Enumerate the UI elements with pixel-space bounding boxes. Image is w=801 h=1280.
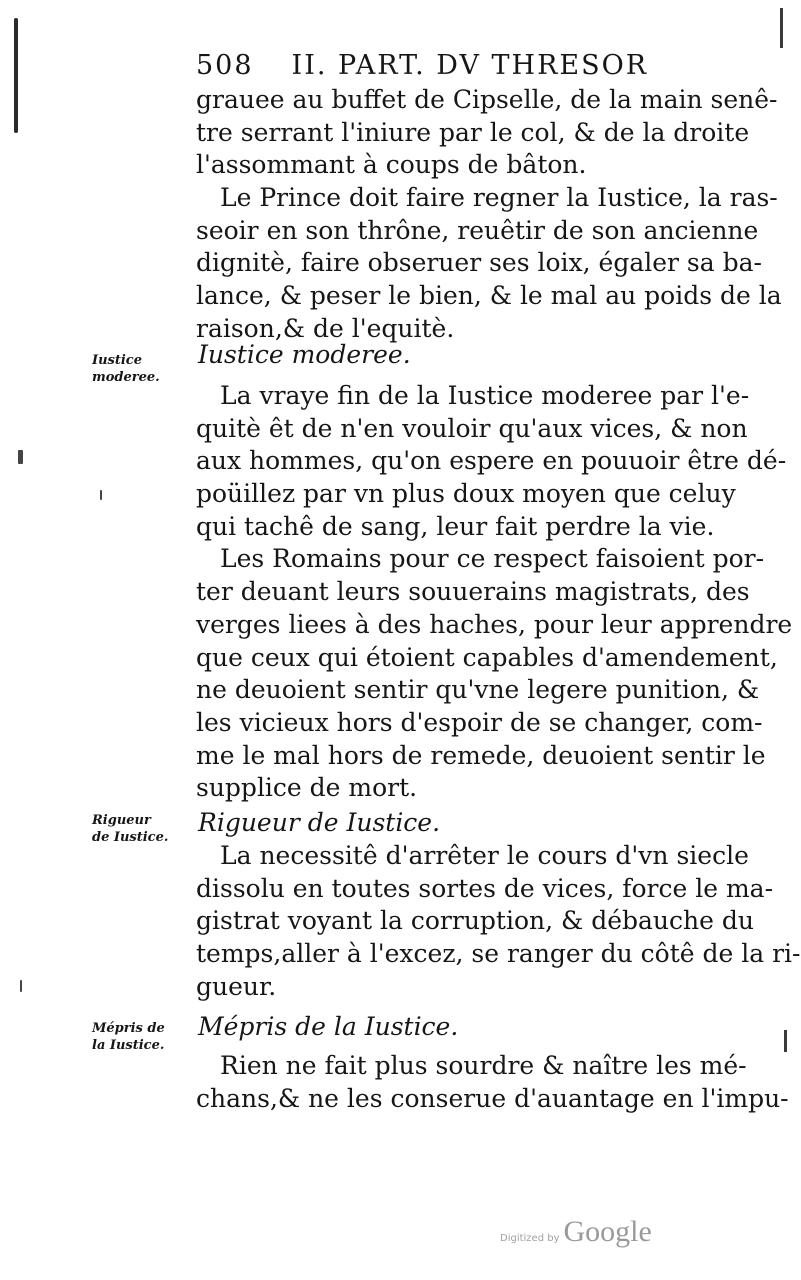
margin-note-line: de Iustice. xyxy=(92,830,169,845)
text-line: ne deuoient sentir qu'vne legere punition, & xyxy=(196,675,760,705)
text-line: La vraye fin de la Iustice moderee par l'e- xyxy=(220,381,750,410)
margin-note-line: la Iustice. xyxy=(92,1038,165,1053)
margin-note-line: Iustice xyxy=(92,353,142,368)
text-line: Le Prince doit faire regner la Iustice, la ras- xyxy=(220,183,778,213)
paragraph-6 xyxy=(196,1050,789,1115)
text-line: lance, & peser le bien, & le mal au poids de la xyxy=(196,281,782,311)
page-number: 508 xyxy=(196,50,254,81)
text-line: l'assommant à coups de bâton. xyxy=(196,150,587,180)
google-logo: Google xyxy=(563,1215,652,1248)
ink-speck xyxy=(18,450,23,464)
text-line: gistrat voyant la corruption, & débauche du xyxy=(196,906,754,936)
margin-note-line: moderee. xyxy=(92,370,160,385)
paragraph-4 xyxy=(196,543,793,805)
text-line: gueur. xyxy=(196,971,277,1001)
ink-speck xyxy=(100,490,102,500)
main-text xyxy=(196,1050,789,1115)
main-text xyxy=(196,380,793,805)
text-line: me le mal hors de remede, deuoient sentir le xyxy=(196,740,766,770)
text-line: La necessitê d'arrêter le cours d'vn siecle xyxy=(220,841,749,870)
text-line: les vicieux hors d'espoir de se changer, com- xyxy=(196,707,763,737)
text-line: seoir en son thrône, reuêtir de son ancienne xyxy=(196,215,759,245)
text-line: temps,aller à l'excez, se ranger du côtê de la ri- xyxy=(196,939,801,969)
running-header xyxy=(196,50,648,81)
text-line: Les Romains pour ce respect faisoient por- xyxy=(220,544,765,574)
text-line: verges liees à des haches, pour leur apprendre xyxy=(196,609,793,639)
text-line: poüillez par vn plus doux moyen que celuy xyxy=(196,479,736,509)
margin-note-line: Mépris de xyxy=(92,1021,165,1036)
paragraph-1 xyxy=(196,84,778,182)
edge-mark-lower-right xyxy=(784,1030,787,1052)
margin-note-line: Rigueur xyxy=(92,813,151,828)
edge-mark-top-right xyxy=(780,8,783,48)
digitization-watermark xyxy=(500,1215,652,1249)
text-line: ter deuant leurs souuerains magistrats, des xyxy=(196,577,750,607)
text-line: grauee au buffet de Cipselle, de la main senê- xyxy=(196,85,778,114)
section-heading: Iustice moderee. xyxy=(198,340,411,369)
margin-note xyxy=(92,352,160,386)
paragraph-3 xyxy=(196,380,787,543)
text-line: dignitè, faire obseruer ses loix, égaler sa ba- xyxy=(196,248,762,278)
text-line: tre serrant l'iniure par le col, & de la droite xyxy=(196,117,750,147)
text-line: quitè êt de n'en vouloir qu'aux vices, & non xyxy=(196,413,748,443)
text-line: aux hommes, qu'on espere en pouuoir être dé- xyxy=(196,446,787,476)
main-text xyxy=(196,840,801,1003)
text-line: Rien ne fait plus sourdre & naître les mé- xyxy=(220,1051,747,1080)
ink-speck xyxy=(20,980,22,992)
binding-edge-mark xyxy=(14,18,18,133)
margin-note xyxy=(92,812,168,846)
text-line: que ceux qui étoient capables d'amendement, xyxy=(196,642,778,672)
text-line: chans,& ne les conserue d'auantage en l'impu- xyxy=(196,1083,789,1113)
watermark-prefix: Digitized by xyxy=(500,1233,560,1244)
text-line: supplice de mort. xyxy=(196,773,418,803)
text-line: qui tachê de sang, leur fait perdre la vie. xyxy=(196,511,715,541)
text-line: raison,& de l'equitè. xyxy=(196,313,455,343)
paragraph-2 xyxy=(196,182,782,345)
margin-note xyxy=(92,1020,165,1054)
section-heading: Mépris de la Iustice. xyxy=(198,1012,459,1041)
text-line: dissolu en toutes sortes de vices, force le ma- xyxy=(196,873,774,903)
main-text xyxy=(196,84,782,346)
paragraph-5 xyxy=(196,840,801,1003)
running-title: II. PART. DV THRESOR xyxy=(291,50,649,81)
section-heading: Rigueur de Iustice. xyxy=(198,808,441,837)
